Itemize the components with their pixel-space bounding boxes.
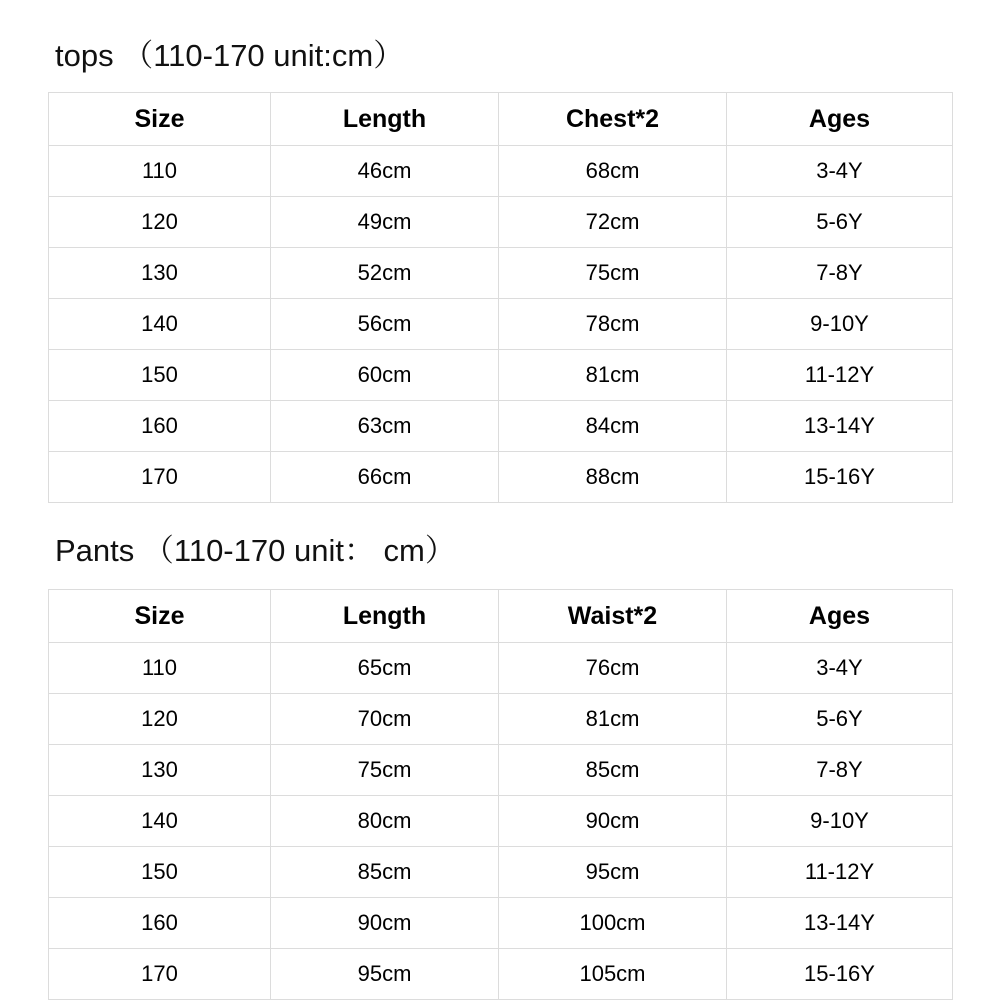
cell-size: 160 — [49, 401, 271, 452]
cell-chest: 81cm — [499, 350, 727, 401]
cell-ages: 3-4Y — [727, 643, 953, 694]
tops-col-length: Length — [271, 93, 499, 146]
cell-size: 130 — [49, 745, 271, 796]
cell-chest: 72cm — [499, 197, 727, 248]
cell-ages: 7-8Y — [727, 248, 953, 299]
cell-waist: 85cm — [499, 745, 727, 796]
tops-col-ages: Ages — [727, 93, 953, 146]
tops-table-body — [49, 146, 953, 503]
cell-ages: 5-6Y — [727, 694, 953, 745]
pants-col-ages: Ages — [727, 590, 953, 643]
cell-ages: 13-14Y — [727, 401, 953, 452]
cell-waist: 100cm — [499, 898, 727, 949]
table-row — [49, 350, 953, 401]
table-row — [49, 694, 953, 745]
cell-ages: 5-6Y — [727, 197, 953, 248]
table-row — [49, 796, 953, 847]
tops-size-table-wrap — [48, 92, 953, 503]
cell-length: 65cm — [271, 643, 499, 694]
cell-length: 46cm — [271, 146, 499, 197]
pants-size-table-wrap — [48, 589, 953, 1000]
tops-col-size: Size — [49, 93, 271, 146]
cell-length: 85cm — [271, 847, 499, 898]
cell-size: 140 — [49, 796, 271, 847]
cell-chest: 78cm — [499, 299, 727, 350]
cell-size: 130 — [49, 248, 271, 299]
cell-ages: 13-14Y — [727, 898, 953, 949]
cell-size: 140 — [49, 299, 271, 350]
table-row — [49, 898, 953, 949]
cell-size: 120 — [49, 197, 271, 248]
cell-ages: 11-12Y — [727, 350, 953, 401]
table-row — [49, 745, 953, 796]
cell-length: 80cm — [271, 796, 499, 847]
cell-chest: 68cm — [499, 146, 727, 197]
cell-size: 110 — [49, 146, 271, 197]
cell-waist: 81cm — [499, 694, 727, 745]
cell-chest: 88cm — [499, 452, 727, 503]
cell-size: 120 — [49, 694, 271, 745]
cell-size: 170 — [49, 949, 271, 1000]
table-row — [49, 847, 953, 898]
pants-section-title: Pants （110-170 unit： cm） — [55, 533, 456, 568]
cell-size: 160 — [49, 898, 271, 949]
cell-length: 63cm — [271, 401, 499, 452]
cell-size: 150 — [49, 847, 271, 898]
tops-col-chest: Chest*2 — [499, 93, 727, 146]
pants-col-waist: Waist*2 — [499, 590, 727, 643]
table-row — [49, 452, 953, 503]
cell-ages: 7-8Y — [727, 745, 953, 796]
cell-size: 150 — [49, 350, 271, 401]
table-row — [49, 248, 953, 299]
table-row — [49, 949, 953, 1000]
cell-length: 60cm — [271, 350, 499, 401]
pants-size-table — [48, 589, 953, 1000]
table-header-row — [49, 590, 953, 643]
cell-size: 170 — [49, 452, 271, 503]
table-row — [49, 197, 953, 248]
cell-waist: 105cm — [499, 949, 727, 1000]
cell-length: 90cm — [271, 898, 499, 949]
cell-ages: 9-10Y — [727, 796, 953, 847]
table-row — [49, 146, 953, 197]
cell-waist: 90cm — [499, 796, 727, 847]
cell-length: 70cm — [271, 694, 499, 745]
cell-chest: 84cm — [499, 401, 727, 452]
tops-size-table — [48, 92, 953, 503]
table-row — [49, 643, 953, 694]
cell-ages: 9-10Y — [727, 299, 953, 350]
table-row — [49, 401, 953, 452]
cell-length: 95cm — [271, 949, 499, 1000]
cell-chest: 75cm — [499, 248, 727, 299]
cell-ages: 15-16Y — [727, 452, 953, 503]
pants-table-head — [49, 590, 953, 643]
tops-table-head — [49, 93, 953, 146]
pants-col-size: Size — [49, 590, 271, 643]
cell-length: 49cm — [271, 197, 499, 248]
tops-section-title: tops （110-170 unit:cm） — [55, 38, 405, 73]
pants-table-body — [49, 643, 953, 1000]
cell-waist: 95cm — [499, 847, 727, 898]
table-row — [49, 299, 953, 350]
cell-length: 75cm — [271, 745, 499, 796]
cell-length: 56cm — [271, 299, 499, 350]
table-header-row — [49, 93, 953, 146]
cell-size: 110 — [49, 643, 271, 694]
cell-waist: 76cm — [499, 643, 727, 694]
cell-length: 52cm — [271, 248, 499, 299]
pants-col-length: Length — [271, 590, 499, 643]
cell-ages: 15-16Y — [727, 949, 953, 1000]
cell-ages: 3-4Y — [727, 146, 953, 197]
cell-length: 66cm — [271, 452, 499, 503]
cell-ages: 11-12Y — [727, 847, 953, 898]
